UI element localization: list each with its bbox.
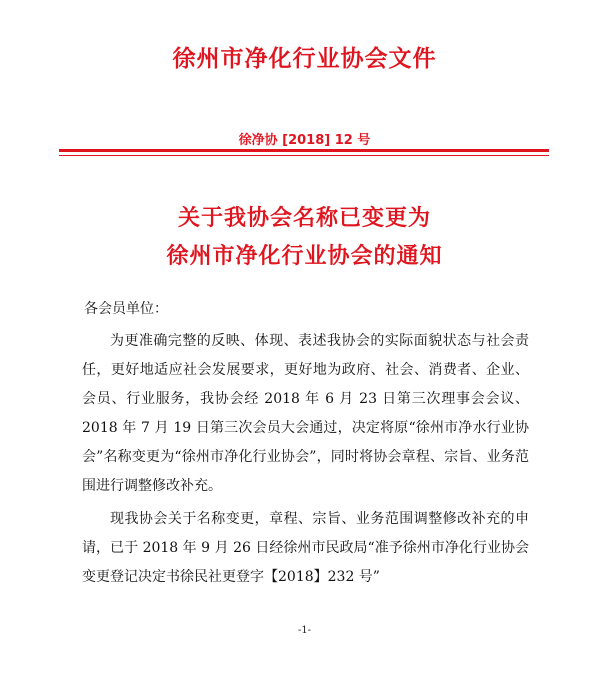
body-paragraph-1: 为更准确完整的反映、体现、表述我协会的实际面貌状态与社会责任，更好地适应社会发展要求，更好地为政府、社会、消费者、企业、会员、行业服务，我协会经 2018 年 6 月 23 日第三次理事会会议、2018 年 7 月 19 日第三次会员大会通过，决定将原“徐州市净水行业协会”名称变更为“徐州市净化行业协会”，同时将协会章程、宗旨、业务范围进行调整修改补充。: [82, 333, 529, 494]
page-number: -1-: [297, 625, 312, 636]
salutation: 各会员单位：: [84, 301, 168, 317]
header-divider-thick: [59, 149, 549, 152]
body-paragraph-2: 现我协会关于名称变更，章程、宗旨、业务范围调整修改补充的申请，已于 2018 年 9 月 26 日经徐州市民政局“准予徐州市净化行业协会变更登记决定书徐民社更登字【2018】232 号”: [82, 511, 529, 585]
notice-title-line-2: 徐州市净化行业协会的通知: [166, 243, 443, 269]
document-header-title: 徐州市净化行业协会文件: [172, 45, 437, 72]
notice-title-line-1: 关于我协会名称已变更为: [177, 205, 431, 231]
document-number: 徐净协 [2018] 12 号: [238, 133, 371, 148]
header-divider-thin: [59, 155, 549, 156]
